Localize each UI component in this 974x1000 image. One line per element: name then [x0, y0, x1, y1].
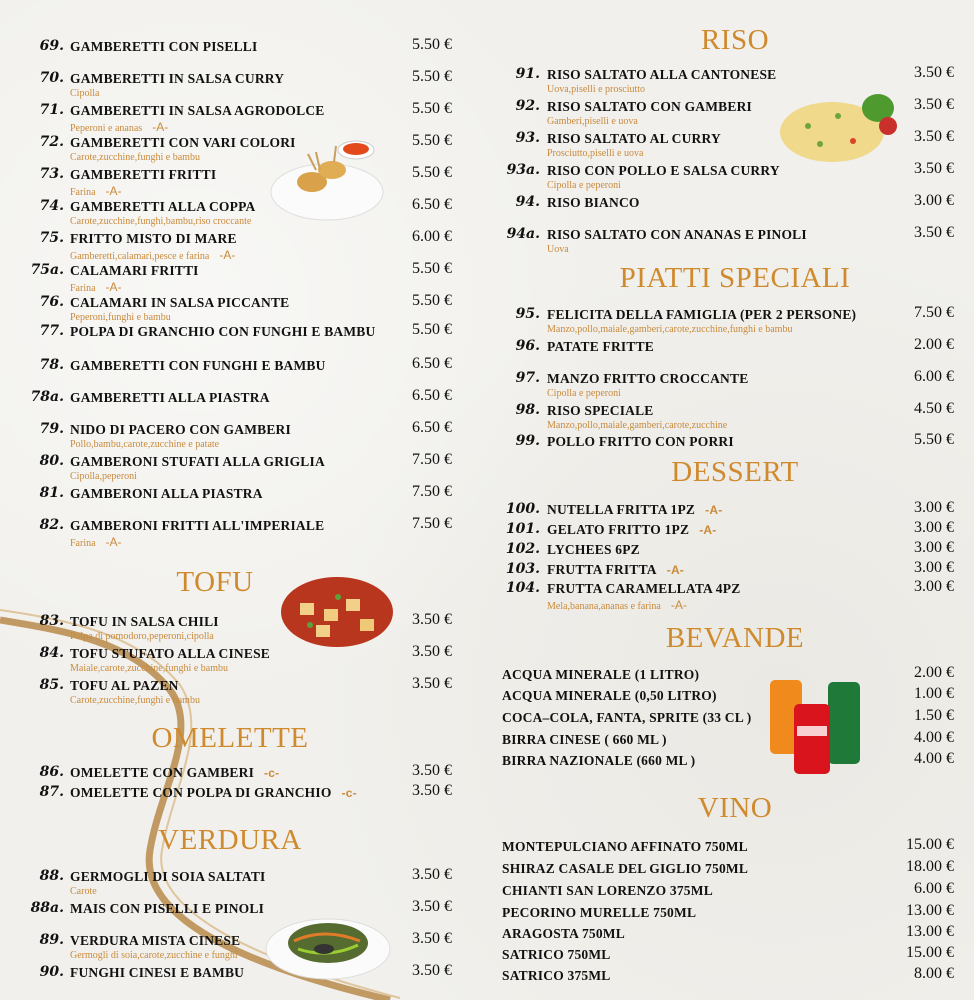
item-price: 3.00 €	[914, 559, 954, 576]
piatti-speciali-header: PIATTI SPECIALI	[619, 262, 851, 294]
menu-item	[30, 517, 452, 549]
item-price: 3.50 €	[914, 224, 954, 241]
item-name: POLPA DI GRANCHIO CON FUNGHI E BAMBU	[70, 324, 376, 339]
item-name: GAMBERETTI IN SALSA AGRODOLCE	[70, 103, 325, 118]
item-number: 84.	[39, 645, 64, 661]
item-number: 99.	[515, 433, 540, 449]
item-price: 5.50 €	[412, 68, 452, 85]
item-description-text: Uova	[547, 244, 569, 255]
item-number: 92.	[515, 98, 540, 114]
item-price: 4.50 €	[914, 400, 954, 417]
menu-item	[500, 580, 954, 612]
item-name: NUTELLA FRITTA 1PZ -A-	[547, 502, 723, 517]
item-number: 81.	[39, 485, 64, 501]
item-name: MANZO FRITTO CROCCANTE	[547, 371, 749, 386]
item-description-text: Maiale,carote,zucchine,funghi e bambu	[70, 663, 228, 674]
item-description-text: Farina	[70, 538, 96, 549]
item-description-text: Carote	[70, 886, 97, 897]
item-name: GAMBERETTI CON VARI COLORI	[70, 135, 296, 150]
item-price: 6.50 €	[412, 387, 452, 404]
omelette-header: OMELETTE	[151, 722, 309, 754]
item-description	[70, 471, 137, 482]
item-name: GAMBERONI STUFATI ALLA GRIGLIA	[70, 454, 325, 469]
menu-item	[30, 389, 452, 421]
item-description-text: Cipolla e peperoni	[547, 180, 621, 191]
item-name: RISO SALTATO CON GAMBERI	[547, 99, 752, 114]
item-description	[70, 886, 97, 897]
item-description-text: Manzo,pollo,maiale,gamberi,carote,zucchine,funghi e bambu	[547, 324, 793, 335]
item-price: 2.00 €	[914, 664, 954, 681]
item-number: 72.	[39, 134, 64, 150]
menu-item	[30, 485, 452, 517]
item-name: PATATE FRITTE	[547, 339, 654, 354]
item-description	[70, 695, 200, 706]
allergen-tag: -A-	[219, 248, 236, 262]
item-price: 5.50 €	[412, 100, 452, 117]
riso-header: RISO	[700, 24, 770, 56]
menu-item	[30, 198, 452, 230]
item-description-text: Cipolla e peperoni	[547, 388, 621, 399]
item-number: 88.	[39, 868, 64, 884]
item-price: 1.50 €	[914, 707, 954, 724]
item-name: FUNGHI CINESI E BAMBU	[70, 965, 245, 980]
item-description	[547, 420, 727, 431]
item-price: 3.50 €	[412, 962, 452, 979]
item-number: 86.	[39, 764, 64, 780]
item-name: FRITTO MISTO DI MARE	[70, 231, 237, 246]
item-price: 6.50 €	[412, 355, 452, 372]
menu-item	[30, 262, 452, 294]
item-price: 7.50 €	[914, 304, 954, 321]
menu-item	[30, 784, 452, 816]
item-price: 3.00 €	[914, 192, 954, 209]
item-number: 95.	[515, 306, 540, 322]
item-number: 97.	[515, 370, 540, 386]
menu-item	[502, 967, 954, 999]
item-price: 7.50 €	[412, 451, 452, 468]
item-number: 80.	[39, 453, 64, 469]
item-price: 3.00 €	[914, 578, 954, 595]
item-price: 1.00 €	[914, 685, 954, 702]
item-price: 6.00 €	[914, 368, 954, 385]
item-name: RISO SPECIALE	[547, 403, 654, 418]
item-name: NIDO DI PACERO CON GAMBERI	[70, 422, 291, 437]
item-name: GAMBERETTI CON FUNGHI E BAMBU	[70, 358, 326, 373]
allergen-tag: -A-	[670, 598, 687, 612]
item-description-text: Pollo,bambu,carote,zucchine e patate	[70, 439, 220, 450]
item-number: 85.	[39, 677, 64, 693]
item-description-text: Gamberi,piselli e uova	[547, 116, 638, 127]
menu-item	[500, 306, 954, 338]
item-description-text: Carote,zucchine,funghi,bambu,riso croccante	[70, 216, 252, 227]
item-description	[70, 120, 168, 134]
item-name: RISO SALTATO ALLA CANTONESE	[547, 67, 777, 82]
item-name: FRUTTA CARAMELLATA 4PZ	[547, 581, 741, 596]
item-price: 3.50 €	[914, 128, 954, 145]
menu-item	[30, 323, 452, 355]
menu-item	[500, 66, 954, 98]
item-name: BIRRA NAZIONALE (660 ML )	[502, 753, 696, 768]
item-name: CALAMARI IN SALSA PICCANTE	[70, 295, 290, 310]
item-name: MONTEPULCIANO AFFINATO 750ML	[502, 839, 748, 854]
menu-item	[500, 338, 954, 370]
item-number: 71.	[39, 102, 64, 118]
item-price: 5.50 €	[412, 132, 452, 149]
item-description-text: Carote,zucchine,funghi e bambu	[70, 695, 200, 706]
item-price: 6.50 €	[412, 196, 452, 213]
item-price: 3.00 €	[914, 539, 954, 556]
item-number: 98.	[515, 402, 540, 418]
item-number: 94.	[515, 194, 540, 210]
item-description	[547, 148, 643, 159]
item-price: 6.00 €	[412, 228, 452, 245]
item-number: 83.	[39, 613, 64, 629]
menu-item	[30, 932, 452, 964]
item-description	[70, 152, 200, 163]
item-number: 91.	[515, 66, 540, 82]
menu-item	[30, 868, 452, 900]
tofu-header: TOFU	[176, 566, 254, 598]
menu-item	[30, 357, 452, 389]
item-name: BIRRA CINESE ( 660 ML )	[502, 732, 667, 747]
menu-item	[30, 230, 452, 262]
item-description	[70, 631, 214, 642]
item-name: VERDURA MISTA CINESE	[70, 933, 241, 948]
menu-item	[30, 166, 452, 198]
item-price: 3.50 €	[412, 762, 452, 779]
item-name: LYCHEES 6PZ	[547, 542, 640, 557]
allergen-tag: -A-	[152, 120, 169, 134]
item-description	[70, 280, 122, 294]
item-description-text: Polpa di pomodoro,peperoni,cipolla	[70, 631, 214, 642]
item-price: 5.50 €	[412, 292, 452, 309]
item-description	[70, 184, 122, 198]
menu-item	[502, 752, 954, 784]
item-name: RISO SALTATO AL CURRY	[547, 131, 721, 146]
item-name: GAMBERETTI IN SALSA CURRY	[70, 71, 285, 86]
item-description	[70, 950, 238, 961]
item-price: 7.50 €	[412, 515, 452, 532]
item-name: TOFU STUFATO ALLA CINESE	[70, 646, 270, 661]
item-number: 104.	[505, 580, 540, 596]
vino-header: VINO	[697, 792, 773, 824]
item-number: 76.	[39, 294, 64, 310]
item-name: OMELETTE CON GAMBERI -c-	[70, 765, 280, 780]
item-name: GAMBERETTI ALLA COPPA	[70, 199, 256, 214]
item-description-text: Carote,zucchine,funghi e bambu	[70, 152, 200, 163]
item-price: 4.00 €	[914, 729, 954, 746]
allergen-tag: -c-	[264, 766, 280, 780]
item-description-text: Manzo,pollo,maiale,gamberi,carote,zucchine	[547, 420, 728, 431]
menu-item	[30, 421, 452, 453]
item-number: 90.	[39, 964, 64, 980]
item-name: MAIS CON PISELLI E PINOLI	[70, 901, 265, 916]
menu-item	[500, 402, 954, 434]
item-description	[547, 598, 687, 612]
item-number: 89.	[39, 932, 64, 948]
menu-item	[30, 677, 452, 709]
item-description	[70, 88, 99, 99]
item-number: 87.	[39, 784, 64, 800]
item-name: GAMBERONI FRITTI ALL'IMPERIALE	[70, 518, 325, 533]
item-number: 93.	[515, 130, 540, 146]
bevande-header: BEVANDE	[665, 622, 805, 654]
item-number: 103.	[505, 561, 540, 577]
allergen-tag: -c-	[341, 786, 357, 800]
item-number: 77.	[39, 323, 64, 339]
item-number: 79.	[39, 421, 64, 437]
item-name: GAMBERETTI FRITTI	[70, 167, 217, 182]
item-name: CALAMARI FRITTI	[70, 263, 199, 278]
item-description	[70, 216, 251, 227]
menu-item	[500, 226, 954, 258]
item-price: 8.00 €	[914, 965, 954, 982]
item-price: 5.50 €	[914, 431, 954, 448]
allergen-tag: -A-	[105, 280, 122, 294]
dessert-header: DESSERT	[671, 456, 799, 488]
item-description	[547, 324, 792, 335]
item-name: SHIRAZ CASALE DEL GIGLIO 750ML	[502, 861, 749, 876]
item-name: FELICITA DELLA FAMIGLIA (PER 2 PERSONE)	[547, 307, 857, 322]
item-price: 3.50 €	[914, 160, 954, 177]
item-description	[547, 180, 621, 191]
item-price: 4.00 €	[914, 750, 954, 767]
item-number: 96.	[515, 338, 540, 354]
item-number: 78.	[39, 357, 64, 373]
item-price: 15.00 €	[906, 944, 954, 961]
item-name: ACQUA MINERALE (0,50 LITRO)	[502, 688, 717, 703]
item-description-text: Mela,banana,ananas e farina	[547, 601, 661, 612]
item-name: PECORINO MURELLE 750ML	[502, 905, 697, 920]
item-price: 3.00 €	[914, 499, 954, 516]
item-name: TOFU IN SALSA CHILI	[70, 614, 219, 629]
item-price: 3.00 €	[914, 519, 954, 536]
item-number: 82.	[39, 517, 64, 533]
item-name: GAMBERETTI ALLA PIASTRA	[70, 390, 270, 405]
allergen-tag: -A-	[705, 503, 723, 517]
item-price: 3.50 €	[412, 930, 452, 947]
item-name: GAMBERETTI CON PISELLI	[70, 39, 258, 54]
item-price: 3.50 €	[412, 675, 452, 692]
item-number: 73.	[39, 166, 64, 182]
item-description	[70, 535, 122, 549]
item-description-text: Uova,piselli e prosciutto	[547, 84, 646, 95]
item-price: 15.00 €	[906, 836, 954, 853]
item-name: GAMBERONI ALLA PIASTRA	[70, 486, 263, 501]
item-price: 6.50 €	[412, 419, 452, 436]
item-price: 3.50 €	[412, 898, 452, 915]
allergen-tag: -A-	[666, 563, 685, 577]
item-price: 3.50 €	[914, 64, 954, 81]
menu-item	[30, 613, 452, 645]
menu-item	[30, 38, 452, 70]
item-name: GELATO FRITTO 1PZ -A-	[547, 522, 717, 537]
item-description-text: Cipolla	[70, 88, 100, 99]
item-price: 5.50 €	[412, 321, 452, 338]
item-number: 75.	[39, 230, 64, 246]
menu-item	[500, 130, 954, 162]
item-name: TOFU AL PAZEN	[70, 678, 179, 693]
item-description-text: Peperoni e ananas	[70, 123, 143, 134]
item-name: RISO SALTATO CON ANANAS E PINOLI	[547, 227, 807, 242]
item-description	[70, 312, 171, 323]
item-price: 3.50 €	[412, 782, 452, 799]
item-price: 3.50 €	[412, 866, 452, 883]
item-price: 13.00 €	[906, 923, 954, 940]
verdura-header: VERDURA	[158, 824, 302, 856]
item-description-text: Peperoni,funghi e bambu	[70, 312, 171, 323]
item-name: COCA–COLA, FANTA, SPRITE (33 CL )	[502, 710, 752, 725]
menu-item	[500, 98, 954, 130]
item-number: 94a.	[506, 226, 540, 242]
item-number: 101.	[505, 521, 540, 537]
item-name: ACQUA MINERALE (1 LITRO)	[502, 667, 700, 682]
item-price: 3.50 €	[412, 611, 452, 628]
item-name: CHIANTI SAN LORENZO 375ML	[502, 883, 713, 898]
item-number: 70.	[39, 70, 64, 86]
item-number: 100.	[505, 501, 540, 517]
item-number: 75a.	[30, 262, 64, 278]
item-price: 5.50 €	[412, 36, 452, 53]
menu-item	[500, 370, 954, 402]
menu-item	[500, 162, 954, 194]
item-name: OMELETTE CON POLPA DI GRANCHIO -c-	[70, 785, 357, 800]
item-price: 2.00 €	[914, 336, 954, 353]
item-description	[70, 248, 235, 262]
allergen-tag: -A-	[699, 523, 717, 537]
item-number: 69.	[39, 38, 64, 54]
menu-item	[30, 964, 452, 996]
item-price: 3.50 €	[914, 96, 954, 113]
item-description-text: Farina	[70, 283, 96, 294]
menu-item	[30, 645, 452, 677]
menu-item	[30, 453, 452, 485]
item-number: 78a.	[30, 389, 64, 405]
item-number: 74.	[39, 198, 64, 214]
item-name: RISO BIANCO	[547, 195, 640, 210]
item-name: SATRICO 375ML	[502, 968, 611, 983]
item-price: 18.00 €	[906, 858, 954, 875]
item-description	[547, 244, 569, 255]
item-price: 5.50 €	[412, 260, 452, 277]
menu-item	[30, 134, 452, 166]
item-number: 102.	[505, 541, 540, 557]
item-number: 93a.	[506, 162, 540, 178]
item-name: RISO CON POLLO E SALSA CURRY	[547, 163, 780, 178]
allergen-tag: -A-	[105, 535, 122, 549]
item-description-text: Farina	[70, 187, 96, 198]
item-name: SATRICO 750ML	[502, 947, 611, 962]
item-name: FRUTTA FRITTA -A-	[547, 562, 685, 577]
item-name: GERMOGLI DI SOIA SALTATI	[70, 869, 266, 884]
item-name: POLLO FRITTO CON PORRI	[547, 434, 734, 449]
item-description-text: Germogli di soia,carote,zucchine e funghi	[70, 950, 238, 961]
menu-item	[30, 900, 452, 932]
item-description-text: Cipolla,peperoni	[70, 471, 137, 482]
item-description	[70, 663, 228, 674]
item-description	[547, 116, 638, 127]
item-description	[547, 388, 621, 399]
item-price: 5.50 €	[412, 164, 452, 181]
item-description-text: Gamberetti,calamari,pesce e farina	[70, 251, 210, 262]
item-number: 88a.	[30, 900, 64, 916]
item-description-text: Prosciutto,piselli e uova	[547, 148, 644, 159]
item-price: 7.50 €	[412, 483, 452, 500]
item-description	[70, 439, 219, 450]
item-name: ARAGOSTA 750ML	[502, 926, 625, 941]
menu-item	[30, 70, 452, 102]
item-price: 13.00 €	[906, 902, 954, 919]
menu-item	[30, 294, 452, 326]
menu-item	[500, 194, 954, 226]
allergen-tag: -A-	[105, 184, 122, 198]
menu-item	[30, 102, 452, 134]
item-description	[547, 84, 645, 95]
item-price: 6.00 €	[914, 880, 954, 897]
item-price: 3.50 €	[412, 643, 452, 660]
